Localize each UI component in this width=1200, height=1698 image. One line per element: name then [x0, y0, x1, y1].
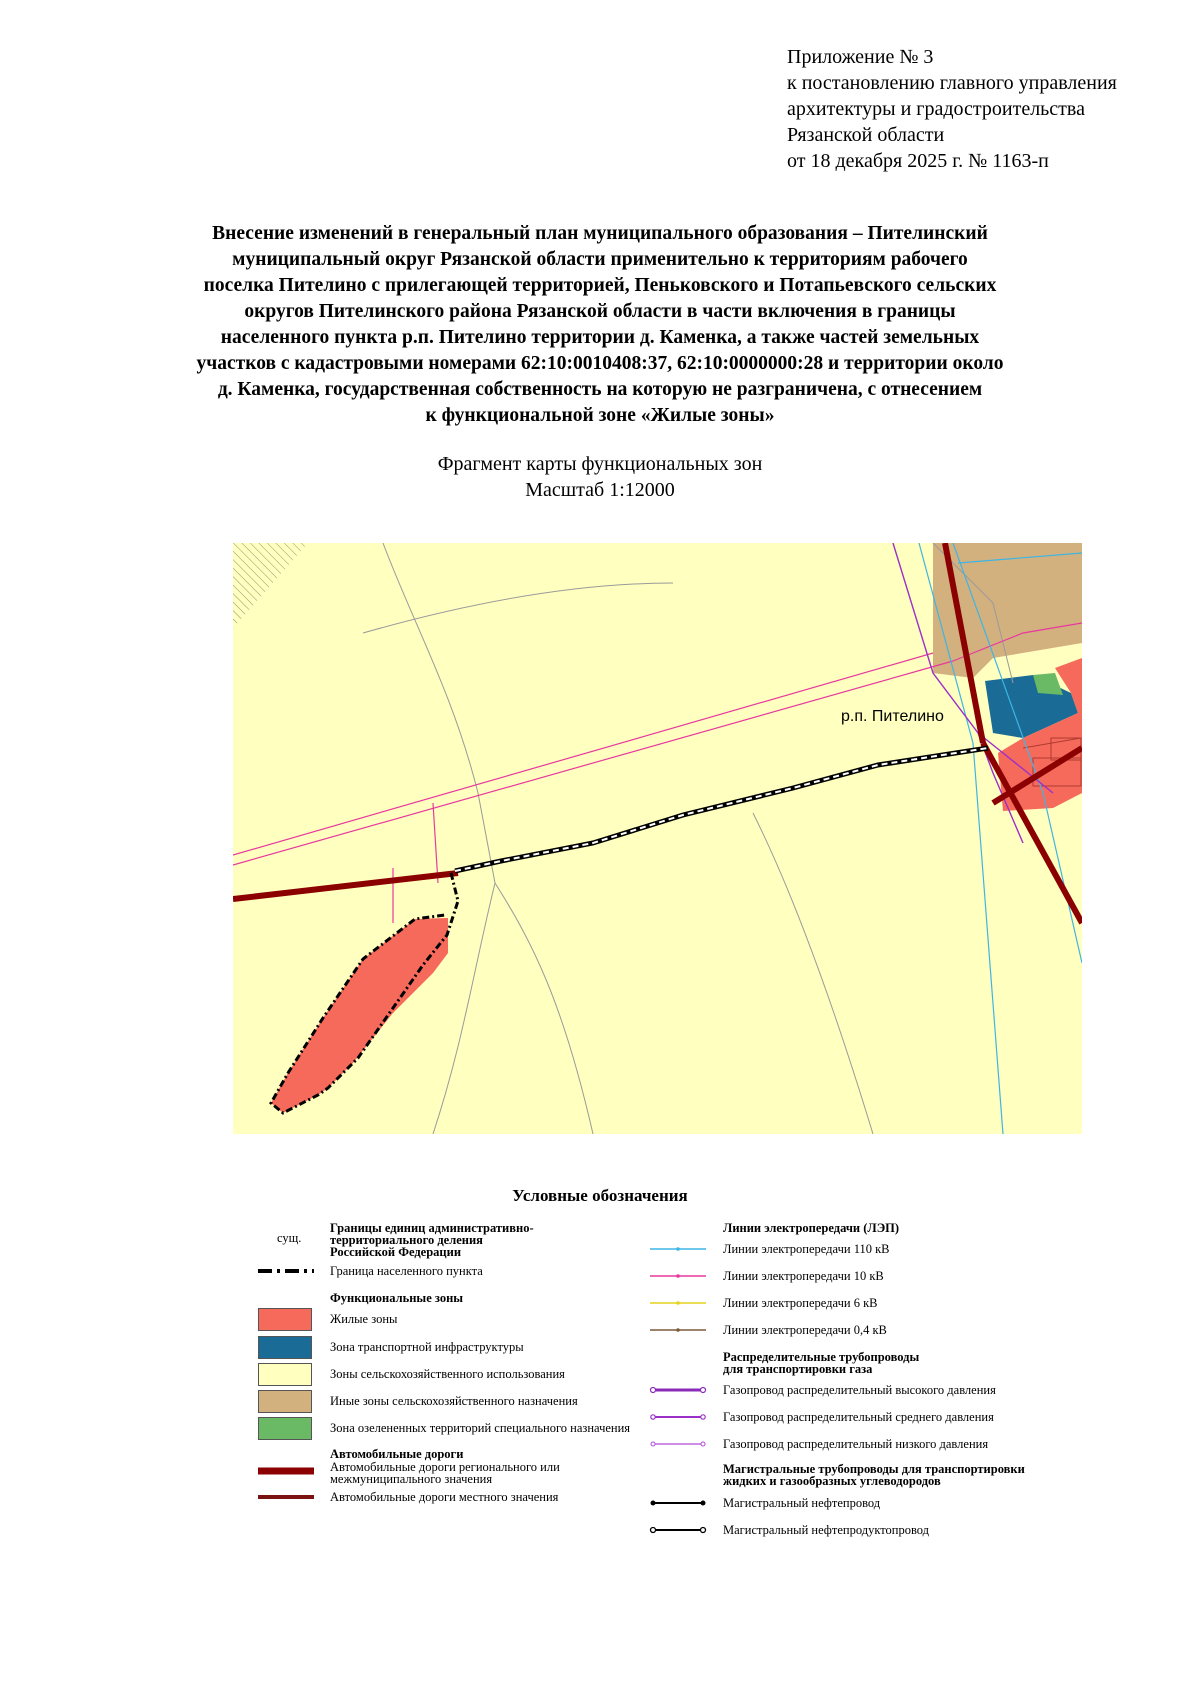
legend-zone-agricultural: Зоны сельскохозяйственного использования	[330, 1367, 565, 1381]
legend-road-regional-1: Автомобильные дороги регионального или	[330, 1460, 560, 1474]
map-scale: Масштаб 1:12000	[525, 479, 675, 501]
appendix-note	[787, 44, 1117, 174]
legend-zone-transport: Зона транспортной инфраструктуры	[330, 1340, 524, 1354]
power-6-symbol	[650, 1299, 706, 1307]
legend-power-110: Линии электропередачи 110 кВ	[723, 1242, 890, 1256]
title-line: д. Каменка, государственная собственность на которую не разграничена, с отнесением	[217, 379, 983, 400]
legend-admin-header-2: территориального деления	[330, 1233, 483, 1247]
swatch-transport	[258, 1336, 312, 1359]
legend-gas-high: Газопровод распределительный высокого давления	[723, 1383, 996, 1397]
power-110-symbol	[650, 1245, 706, 1253]
legend-gas-header-1: Распределительные трубопроводы	[723, 1350, 920, 1364]
appendix-line: к постановлению главного управления	[787, 72, 1117, 94]
map-caption	[350, 451, 850, 503]
map-fragment-caption: Фрагмент карты функциональных зон	[437, 453, 763, 475]
appendix-line: Приложение № 3	[787, 46, 934, 68]
appendix-line: архитектуры и градостроительства	[787, 98, 1085, 120]
swatch-green-special	[258, 1417, 312, 1440]
legend-settlement-border: Граница населенного пункта	[330, 1264, 483, 1278]
legend-title: Условные обозначения	[512, 1186, 688, 1205]
legend-roads-header: Автомобильные дороги	[330, 1447, 464, 1461]
title-line: к функциональной зоне «Жилые зоны»	[425, 405, 775, 426]
gas-high-symbol	[650, 1385, 706, 1395]
appendix-line: Рязанской области	[787, 124, 945, 146]
title-line: поселка Пителино с прилегающей территорией, Пеньковского и Потапьевского сельских	[203, 275, 997, 296]
legend-power-04: Линии электропередачи 0,4 кВ	[723, 1323, 887, 1337]
legend-zone-other-agricultural: Иные зоны сельскохозяйственного назначения	[330, 1394, 578, 1408]
appendix-line: от 18 декабря 2025 г. № 1163-п	[787, 150, 1049, 172]
swatch-residential	[258, 1308, 312, 1331]
gas-medium-symbol	[650, 1412, 706, 1422]
legend-gas-medium: Газопровод распределительный среднего давления	[723, 1410, 994, 1424]
legend-zone-residential: Жилые зоны	[330, 1312, 398, 1326]
legend-admin-header-3: Российской Федерации	[330, 1245, 462, 1259]
swatch-agricultural	[258, 1363, 312, 1386]
legend-main-header-1: Магистральные трубопроводы для транспортировки	[723, 1462, 1025, 1476]
title-line: Внесение изменений в генеральный план муниципального образования – Пителинский	[212, 223, 988, 244]
power-10-symbol	[650, 1272, 706, 1280]
legend-zone-green-special: Зона озелененных территорий специального назначения	[330, 1421, 631, 1435]
legend-gas-low: Газопровод распределительный низкого давления	[723, 1437, 989, 1451]
legend-oil-product-pipeline: Магистральный нефтепродуктопровод	[723, 1523, 930, 1537]
road-local-symbol	[258, 1493, 314, 1501]
gas-low-symbol	[650, 1439, 706, 1449]
oil-product-pipeline-symbol	[650, 1525, 706, 1535]
title-line: населенного пункта р.п. Пителино территории д. Каменка, а также частей земельных	[220, 327, 980, 348]
title-line: муниципальный округ Рязанской области применительно к территориям рабочего	[232, 249, 968, 270]
legend-zones-header: Функциональные зоны	[330, 1291, 464, 1305]
swatch-other-agricultural	[258, 1390, 312, 1413]
oil-pipeline-symbol	[650, 1498, 706, 1508]
legend-main-header-2: жидких и газообразных углеводородов	[723, 1474, 941, 1488]
title-line: округов Пителинского района Рязанской области в части включения в границы	[244, 301, 956, 322]
document-title	[150, 221, 1050, 429]
legend-oil-pipeline: Магистральный нефтепровод	[723, 1496, 881, 1510]
legend-admin-header-1: Границы единиц административно-	[330, 1221, 534, 1235]
power-04-symbol	[650, 1326, 706, 1334]
place-label: р.п. Пителино	[841, 708, 944, 725]
title-line: участков с кадастровыми номерами 62:10:0010408:37, 62:10:0000000:28 и территории около	[196, 353, 1004, 374]
legend-power-header: Линии электропередачи (ЛЭП)	[723, 1221, 900, 1235]
legend-power-6: Линии электропередачи 6 кВ	[723, 1296, 878, 1310]
legend-road-regional-2: межмуниципального значения	[330, 1472, 493, 1486]
settlement-border-symbol	[258, 1266, 314, 1276]
legend-road-local: Автомобильные дороги местного значения	[330, 1490, 559, 1504]
functional-zones-map	[233, 543, 1082, 1134]
legend-sush-label: сущ.	[277, 1231, 302, 1245]
legend-power-10: Линии электропередачи 10 кВ	[723, 1269, 884, 1283]
legend-gas-header-2: для транспортировки газа	[723, 1362, 873, 1376]
road-regional-symbol	[258, 1466, 314, 1476]
